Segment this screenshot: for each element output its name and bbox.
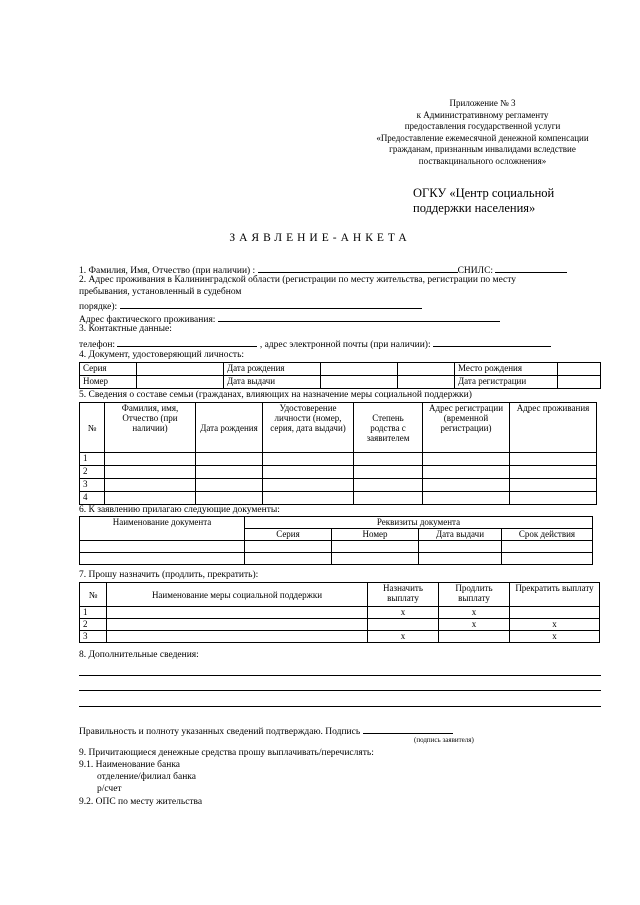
family-header-cell: Адрес проживания xyxy=(510,403,597,453)
docs-issue-date-header: Дата выдачи xyxy=(419,529,502,541)
section-7-label: 7. Прошу назначить (продлить, прекратить): xyxy=(79,570,259,580)
bank-account-label: р/счет xyxy=(97,784,122,794)
docs-cell[interactable] xyxy=(332,541,419,553)
docs-cell[interactable] xyxy=(80,553,245,565)
family-row-number: 1 xyxy=(80,453,105,466)
section-4-label: 4. Документ, удостоверяющий личность: xyxy=(79,350,245,360)
bank-branch-label: отделение/филиал банка xyxy=(97,772,196,782)
field-fio-label: 1. Фамилия, Имя, Отчество (при наличии) : xyxy=(79,266,256,276)
docs-name-header: Наименование документа xyxy=(80,517,245,541)
appendix-line: «Предоставление ежемесячной денежной компенсации xyxy=(376,132,589,143)
family-header-cell: Степень родства с заявителем xyxy=(354,403,423,453)
section-9-label: 9. Причитающиеся денежные средства прошу выплачивать/перечислять: xyxy=(79,748,374,758)
docs-cell[interactable] xyxy=(332,553,419,565)
appendix-line: к Административному регламенту xyxy=(416,109,549,120)
field-snils-label: СНИЛС: xyxy=(457,266,494,276)
id-series-input[interactable] xyxy=(137,363,224,376)
family-cell[interactable] xyxy=(423,479,510,492)
bank-name-label: 9.1. Наименование банка xyxy=(79,760,181,770)
measures-assign-cell[interactable] xyxy=(368,619,439,631)
family-cell[interactable] xyxy=(105,479,196,492)
additional-info-line[interactable] xyxy=(79,690,601,691)
appendix-line: предоставления государственной услуги xyxy=(404,121,561,131)
measures-header-cell: Продлить выплату xyxy=(439,583,510,607)
family-cell[interactable] xyxy=(510,492,597,505)
docs-cell[interactable] xyxy=(419,541,502,553)
measures-stop-cell[interactable] xyxy=(510,607,600,619)
docs-requisites-header: Реквизиты документа xyxy=(245,517,593,529)
family-row-number: 4 xyxy=(80,492,105,505)
measures-name-cell[interactable] xyxy=(107,619,368,631)
family-header-cell: Дата рождения xyxy=(196,403,263,453)
family-cell[interactable] xyxy=(354,479,423,492)
measures-header-cell: Наименование меры социальной поддержки xyxy=(107,583,368,607)
id-empty-cell xyxy=(398,363,455,376)
post-office-label: 9.2. ОПС по месту жительства xyxy=(79,797,203,807)
field-email-input[interactable] xyxy=(433,337,551,347)
measures-header-cell: Назначить выплату xyxy=(368,583,439,607)
field-address-label-2: пребывания, установленный в судебном xyxy=(79,287,242,297)
additional-info-line[interactable] xyxy=(79,675,601,676)
additional-info-line[interactable] xyxy=(79,706,601,707)
field-fact-label: Адрес фактического проживания: xyxy=(79,315,216,325)
family-cell[interactable] xyxy=(510,466,597,479)
field-address-row xyxy=(79,299,422,313)
docs-cell[interactable] xyxy=(245,553,332,565)
docs-cell[interactable] xyxy=(245,541,332,553)
organization-line: поддержки населения» xyxy=(413,201,536,215)
docs-series-header: Серия xyxy=(245,529,332,541)
family-row-number: 3 xyxy=(80,479,105,492)
family-table xyxy=(79,402,597,505)
field-address-input[interactable] xyxy=(120,299,422,309)
family-cell[interactable] xyxy=(263,479,354,492)
family-header-cell: Удостоверение личности (номер, серия, дата выдачи) xyxy=(263,403,354,453)
measures-name-cell[interactable] xyxy=(107,631,368,643)
table-row xyxy=(80,553,593,565)
signature-caption: (подпись заявителя) xyxy=(414,736,474,744)
measures-extend-cell[interactable]: x xyxy=(439,619,510,631)
field-fact-input[interactable] xyxy=(218,312,500,322)
appendix-line: Приложение № 3 xyxy=(449,98,516,108)
table-row xyxy=(80,466,597,479)
family-cell[interactable] xyxy=(354,466,423,479)
docs-cell[interactable] xyxy=(419,553,502,565)
measures-header-cell: Прекратить выплату xyxy=(510,583,600,607)
form-title: ЗАЯВЛЕНИЕ-АНКЕТА xyxy=(229,232,411,244)
family-cell[interactable] xyxy=(354,453,423,466)
family-cell[interactable] xyxy=(263,492,354,505)
id-birth-date-input[interactable] xyxy=(321,363,398,376)
field-contacts-label: 3. Контактные данные: xyxy=(79,324,172,334)
measures-extend-cell[interactable] xyxy=(439,631,510,643)
measures-assign-cell[interactable]: x xyxy=(368,607,439,619)
docs-number-header: Номер xyxy=(332,529,419,541)
measures-row-number: 3 xyxy=(80,631,107,643)
section-5-label: 5. Сведения о составе семьи (гражданах, влияющих на назначение меры социальной поддержки) xyxy=(79,390,472,400)
section-8-label: 8. Дополнительные сведения: xyxy=(79,650,199,660)
docs-cell[interactable] xyxy=(502,541,593,553)
family-cell[interactable] xyxy=(196,466,263,479)
id-reg-date-input[interactable] xyxy=(558,376,601,389)
family-cell[interactable] xyxy=(105,453,196,466)
table-row xyxy=(80,607,600,619)
measures-assign-cell[interactable]: x xyxy=(368,631,439,643)
field-address-label: 2. Адрес проживания в Калининградской области (регистрации по месту жительства, регистрации по месту xyxy=(79,275,517,285)
family-cell[interactable] xyxy=(423,453,510,466)
family-header-cell: Фамилия, имя, Отчество (при наличии) xyxy=(105,403,196,453)
measures-row-number: 1 xyxy=(80,607,107,619)
field-snils-input[interactable] xyxy=(495,263,567,273)
id-document-table xyxy=(79,362,601,389)
table-row xyxy=(80,619,600,631)
family-cell[interactable] xyxy=(196,453,263,466)
measures-stop-cell[interactable]: x xyxy=(510,631,600,643)
organization xyxy=(413,186,633,216)
family-cell[interactable] xyxy=(105,466,196,479)
table-row xyxy=(80,631,600,643)
id-number-input[interactable] xyxy=(137,376,224,389)
confirm-label: Правильность и полноту указанных сведений подтверждаю. Подпись xyxy=(79,727,361,737)
appendix-line: гражданам, признанным инвалидами вследствие xyxy=(389,144,576,154)
measures-stop-cell[interactable]: x xyxy=(510,619,600,631)
id-birth-place-input[interactable] xyxy=(558,363,601,376)
measures-table xyxy=(79,582,600,643)
id-issue-date-label: Дата выдачи xyxy=(224,376,321,389)
id-reg-date-label: Дата регистрации xyxy=(455,376,558,389)
id-series-label: Серия xyxy=(80,363,137,376)
family-cell[interactable] xyxy=(263,466,354,479)
id-issue-date-input[interactable] xyxy=(321,376,398,389)
table-row xyxy=(80,541,593,553)
family-cell[interactable] xyxy=(105,492,196,505)
table-row xyxy=(80,492,597,505)
measures-extend-cell[interactable]: x xyxy=(439,607,510,619)
signature-input[interactable] xyxy=(363,724,453,734)
docs-cell[interactable] xyxy=(502,553,593,565)
table-row xyxy=(80,453,597,466)
measures-row-number: 2 xyxy=(80,619,107,631)
field-contacts-row xyxy=(79,337,551,351)
documents-table xyxy=(79,516,593,565)
section-6-label: 6. К заявлению прилагаю следующие документы: xyxy=(79,505,280,515)
appendix-line: поствакцинального осложнения» xyxy=(418,155,547,166)
organization-line: ОГКУ «Центр социальной xyxy=(413,186,555,200)
confirm-row xyxy=(79,724,453,738)
field-address-label-3: порядке): xyxy=(79,302,118,312)
appendix-block xyxy=(340,98,625,167)
family-cell[interactable] xyxy=(263,453,354,466)
family-cell[interactable] xyxy=(354,492,423,505)
family-cell[interactable] xyxy=(196,492,263,505)
family-cell[interactable] xyxy=(423,492,510,505)
id-number-label: Номер xyxy=(80,376,137,389)
field-email-label: , адрес электронной почты (при наличии): xyxy=(259,340,431,350)
family-header-cell: № xyxy=(80,403,105,453)
field-fio-input[interactable] xyxy=(258,263,458,273)
id-birth-place-label: Место рождения xyxy=(455,363,558,376)
field-phone-input[interactable] xyxy=(117,337,257,347)
family-cell[interactable] xyxy=(510,479,597,492)
docs-cell[interactable] xyxy=(80,541,245,553)
field-phone-label: телефон: xyxy=(79,340,116,350)
measures-header-cell: № xyxy=(80,583,107,607)
family-header-cell: Адрес регистрации (временной регистрации) xyxy=(423,403,510,453)
docs-validity-header: Срок действия xyxy=(502,529,593,541)
id-empty-cell xyxy=(398,376,455,389)
family-row-number: 2 xyxy=(80,466,105,479)
family-cell[interactable] xyxy=(423,466,510,479)
measures-name-cell[interactable] xyxy=(107,607,368,619)
table-row xyxy=(80,479,597,492)
family-cell[interactable] xyxy=(510,453,597,466)
family-cell[interactable] xyxy=(196,479,263,492)
id-birth-date-label: Дата рождения xyxy=(224,363,321,376)
